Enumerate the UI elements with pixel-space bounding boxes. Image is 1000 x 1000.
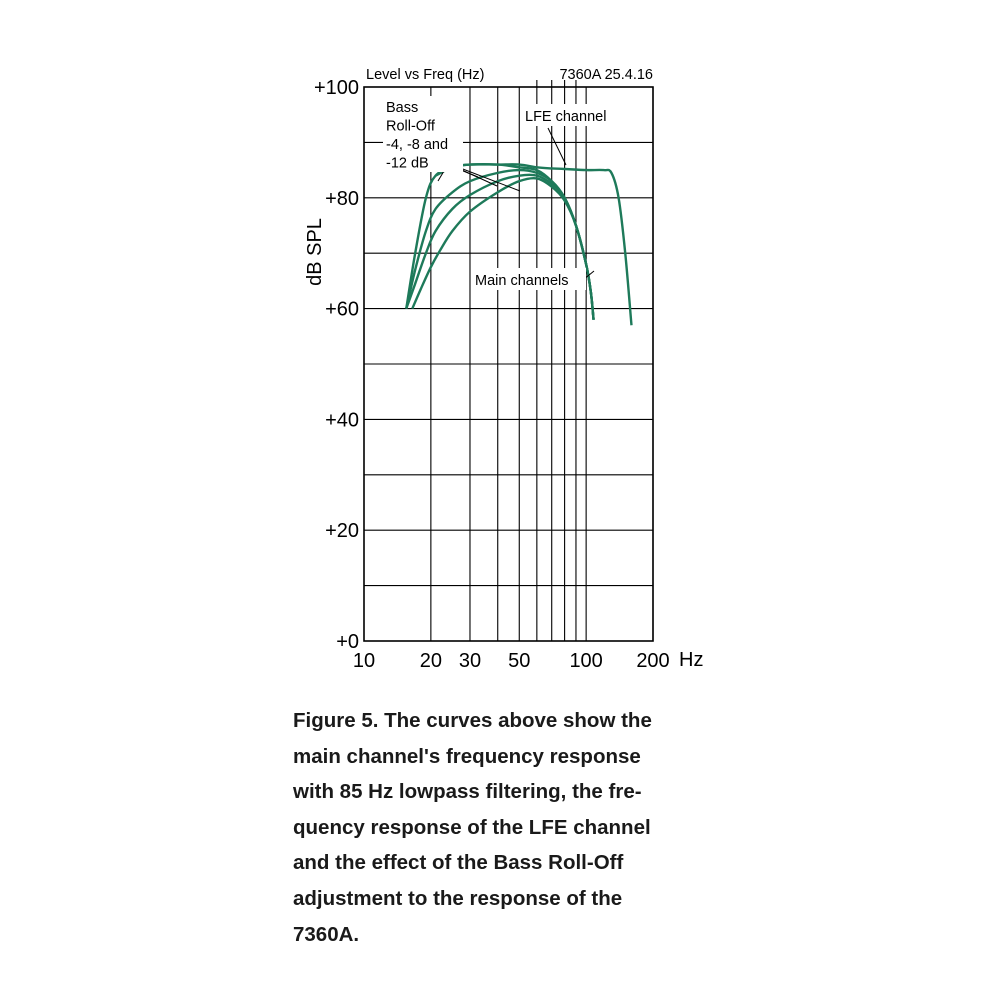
x-tick-label: 200 [636, 650, 670, 672]
caption-line: with 85 Hz lowpass filtering, the fre- [293, 780, 642, 804]
y-tick-label: +60 [325, 298, 359, 321]
x-tick-label: 20 [419, 650, 442, 672]
x-tick-label: 10 [352, 650, 376, 672]
bass-rolloff-label-line: -4, -8 and [386, 137, 449, 153]
x-tick-label: 100 [569, 650, 603, 672]
response-curve [406, 175, 593, 320]
figure-caption [293, 703, 713, 952]
chart-title: Level vs Freq (Hz) [366, 67, 485, 83]
x-tick-label: 30 [458, 650, 482, 672]
x-tick-label: 50 [508, 650, 531, 672]
y-axis-label: dB SPL [304, 218, 326, 286]
caption-line: 7360A. [293, 922, 360, 946]
main-channels-label: Main channels [475, 273, 569, 289]
y-tick-label: +100 [313, 77, 359, 99]
caption-line: main channel's frequency response [293, 744, 641, 768]
lfe-leader [548, 128, 566, 165]
y-tick-label: +20 [325, 520, 359, 543]
y-tick-label: +80 [325, 187, 359, 210]
x-axis-unit: Hz [679, 649, 704, 671]
caption-line: quency response of the LFE channel [293, 815, 651, 839]
bass-rolloff-label-line: Bass [386, 100, 419, 116]
axis-ticks [314, 77, 670, 672]
caption-line: and the effect of the Bass Roll-Off [293, 851, 624, 875]
y-tick-label: +0 [336, 631, 359, 653]
response-curve [436, 164, 632, 325]
caption-line: adjustment to the response of the [293, 886, 623, 910]
y-tick-label: +40 [325, 409, 359, 432]
caption-line: Figure 5. The curves above show the [293, 709, 652, 732]
lfe-channel-label: LFE channel [525, 109, 607, 125]
response-curve [406, 170, 593, 320]
response-curve [406, 164, 593, 319]
model-label: 7360A 25.4.16 [559, 67, 653, 83]
bass-rolloff-label-line: -12 dB [386, 155, 429, 172]
annotations [383, 96, 623, 290]
bass-rolloff-label-line: Roll-Off [386, 118, 435, 135]
